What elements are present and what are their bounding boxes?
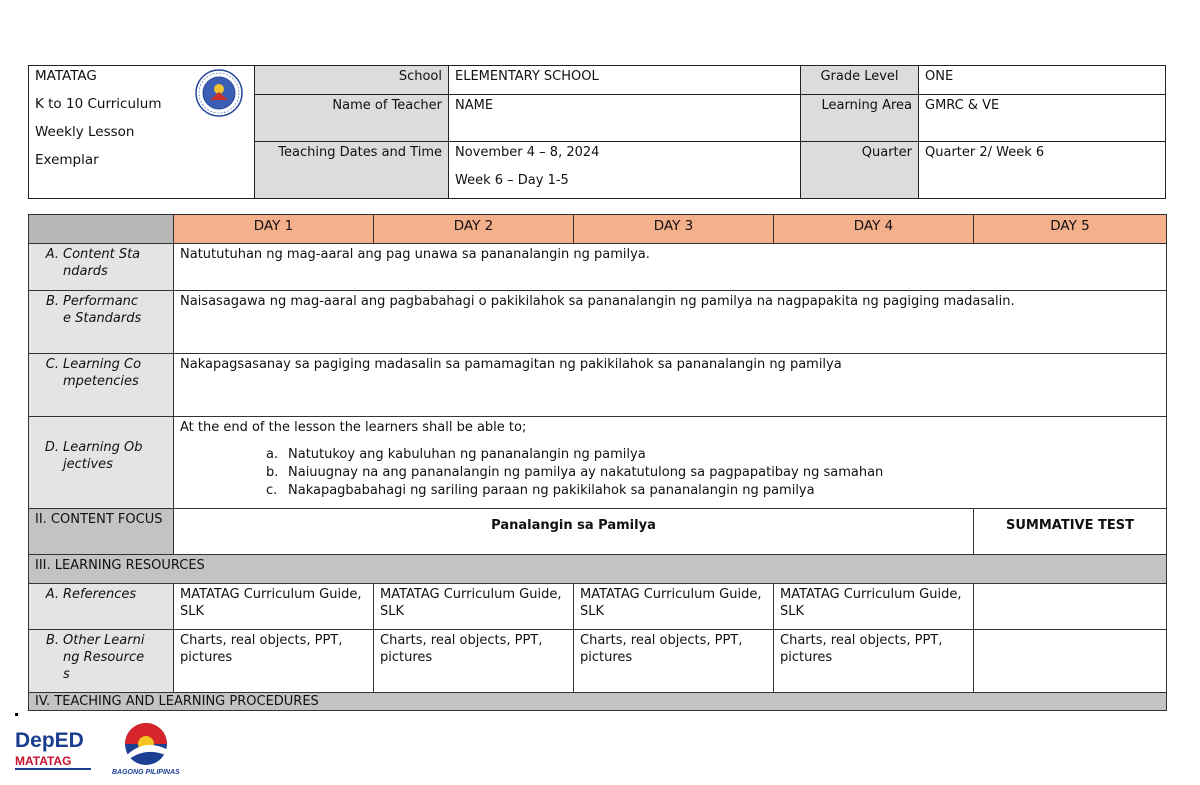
day-2-header: DAY 2 [374, 215, 574, 244]
lesson-main-table [28, 214, 1167, 711]
school-value: ELEMENTARY SCHOOL [449, 66, 801, 95]
grade-level-value: ONE [919, 66, 1166, 95]
row-letter: A. [45, 587, 59, 602]
bagong-pilipinas-logo [110, 720, 190, 776]
matatag-logo-text: MATATAG [15, 754, 72, 768]
row-letter: C. [45, 357, 59, 372]
row-letter: B. [45, 294, 59, 309]
deped-logo-text: DepED [15, 729, 84, 752]
summative-test-cell: SUMMATIVE TEST [974, 509, 1167, 555]
references-label [29, 584, 174, 630]
objective-text: Nakapagbabahagi ng sariling paraan ng pakikilahok sa pananalangin ng pamilya [288, 483, 815, 498]
objective-item [266, 446, 1160, 464]
learning-area-value: GMRC & VE [919, 95, 1166, 142]
school-label: School [255, 66, 449, 95]
row-label: Learning Competencies [63, 357, 142, 389]
content-focus-topic: Panalangin sa Pamilya [174, 509, 974, 555]
teacher-value: NAME [449, 95, 801, 142]
brand-line-3: Weekly Lesson [35, 124, 135, 140]
dates-line: November 4 – 8, 2024 [455, 145, 600, 160]
row-letter: D. [44, 440, 59, 455]
quarter-label: Quarter [801, 142, 919, 199]
row-letter: A. [45, 247, 59, 262]
learning-competencies-text: Nakapagsasanay sa pagiging madasalin sa pamamagitan ng pakikilahok sa pananalangin ng pamilya [174, 354, 1167, 417]
objective-text: Naiuugnay na ang pananalangin ng pamilya ay nakatutulong sa pagpapatibay ng samahan [288, 465, 884, 480]
teaching-dates-label: Teaching Dates and Time [255, 142, 449, 199]
references-day-3: MATATAG Curriculum Guide, SLK [574, 584, 774, 630]
day-5-header: DAY 5 [974, 215, 1167, 244]
grade-level-label: Grade Level [801, 66, 919, 95]
references-day-2: MATATAG Curriculum Guide, SLK [374, 584, 574, 630]
quarter-value: Quarter 2/ Week 6 [919, 142, 1166, 199]
learning-area-label: Learning Area [801, 95, 919, 142]
performance-standards-label [29, 291, 174, 354]
learning-objectives-label [29, 417, 174, 509]
objective-letter: a. [266, 447, 279, 462]
references-day-1: MATATAG Curriculum Guide, SLK [174, 584, 374, 630]
bagong-pilipinas-text: BAGONG PILIPINAS [112, 769, 180, 776]
deped-seal-icon [194, 68, 244, 118]
other-resources-day-5 [974, 630, 1167, 693]
corner-cell [29, 215, 174, 244]
bullet-mark [15, 713, 18, 716]
references-day-5 [974, 584, 1167, 630]
row-label: References [63, 587, 137, 602]
other-resources-day-4: Charts, real objects, PPT, pictures [774, 630, 974, 693]
day-3-header: DAY 3 [574, 215, 774, 244]
teacher-label: Name of Teacher [255, 95, 449, 142]
references-day-4: MATATAG Curriculum Guide, SLK [774, 584, 974, 630]
brand-block [29, 66, 255, 199]
day-4-header: DAY 4 [774, 215, 974, 244]
objective-item [266, 482, 1160, 500]
other-resources-day-2: Charts, real objects, PPT, pictures [374, 630, 574, 693]
brand-line-2: K to 10 Curriculum [35, 96, 162, 112]
row-label: Performance Standards [63, 294, 142, 326]
objective-letter: c. [266, 483, 278, 498]
learning-objectives-cell [174, 417, 1167, 509]
day-1-header: DAY 1 [174, 215, 374, 244]
objective-item [266, 464, 1160, 482]
content-standards-label [29, 244, 174, 291]
lesson-header-table [28, 65, 1166, 199]
learning-competencies-label [29, 354, 174, 417]
procedures-heading: IV. TEACHING AND LEARNING PROCEDURES [29, 693, 1167, 711]
other-resources-day-3: Charts, real objects, PPT, pictures [574, 630, 774, 693]
learning-resources-heading: III. LEARNING RESOURCES [29, 555, 1167, 584]
performance-standards-text: Naisasagawa ng mag-aaral ang pagbabahagi o pakikilahok sa pananalangin ng pamilya na nagpapakita ng pagiging madasalin. [174, 291, 1167, 354]
content-standards-text: Natututuhan ng mag-aaral ang pag unawa sa pananalangin ng pamilya. [174, 244, 1167, 291]
row-label: Learning Objectives [63, 440, 143, 472]
other-resources-day-1: Charts, real objects, PPT, pictures [174, 630, 374, 693]
brand-line-1: MATATAG [35, 68, 97, 84]
week-day-line: Week 6 – Day 1-5 [455, 173, 569, 188]
objective-text: Natutukoy ang kabuluhan ng pananalangin ng pamilya [288, 447, 646, 462]
teaching-dates-value [449, 142, 801, 199]
deped-matatag-logo [15, 725, 95, 775]
brand-line-4: Exemplar [35, 152, 99, 168]
row-label: Other Learning Resources [63, 633, 145, 682]
objectives-intro: At the end of the lesson the learners shall be able to; [180, 420, 527, 435]
row-letter: B. [45, 633, 59, 648]
row-label: Content Standards [63, 247, 141, 279]
content-focus-label: II. CONTENT FOCUS [29, 509, 174, 555]
objectives-list [180, 446, 1160, 500]
other-resources-label [29, 630, 174, 693]
objective-letter: b. [266, 465, 279, 480]
